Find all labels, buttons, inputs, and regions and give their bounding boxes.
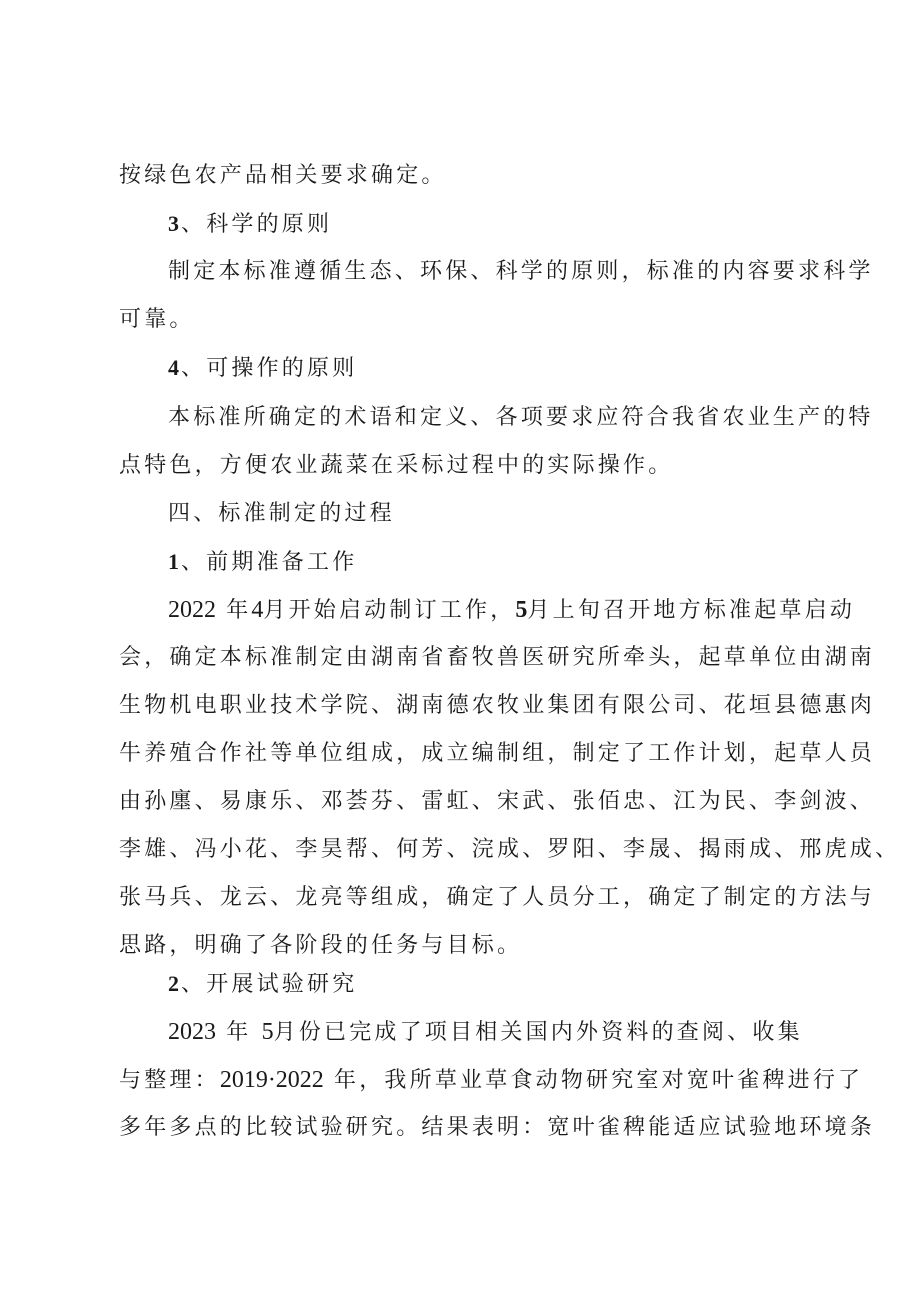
heading-number: 1: [168, 549, 179, 574]
chapter-heading: 四、标准制定的过程: [168, 501, 395, 526]
text: 月份已完成了项目相关国内外资料的查阅、收集: [273, 1020, 803, 1045]
heading-text: 、可操作的原则: [181, 356, 358, 381]
heading-text: 、科学的原则: [181, 212, 333, 237]
paragraph-line: 由孙廛、易康乐、邓荟芬、雷虹、宋武、张佰忠、江为民、李剑波、: [119, 789, 876, 814]
paragraph-line: 生物机电职业技术学院、湖南德农牧业集团有限公司、花垣县德惠肉: [119, 693, 876, 718]
text: 月开始启动制订工作，: [263, 598, 516, 623]
paragraph-line: [168, 596, 855, 625]
year-range: 2019·2022: [219, 1067, 324, 1093]
text: 年: [226, 598, 252, 623]
heading-number: 3: [168, 211, 179, 236]
paragraph-line: 点特色，方便农业蔬菜在采标过程中的实际操作。: [119, 453, 674, 478]
text: 年: [226, 1020, 252, 1045]
paragraph-line: 多年多点的比较试验研究。结果表明：宽叶雀稗能适应试验地环境条: [119, 1115, 876, 1140]
paragraph-line: 牛养殖合作社等单位组成，成立编制组，制定了工作计划，起草人员: [119, 741, 876, 766]
section-heading-4: [168, 354, 357, 383]
paragraph-line: 本标准所确定的术语和定义、各项要求应符合我省农业生产的特: [168, 405, 874, 430]
month: 5: [261, 1019, 274, 1045]
paragraph-line: 思路，明确了各阶段的任务与目标。: [119, 933, 523, 958]
year: 2022: [168, 597, 216, 623]
section-heading-2: [168, 970, 357, 999]
heading-number: 4: [168, 355, 179, 380]
text: 月上旬召开地方标准起草启动: [527, 598, 856, 623]
heading-text: 、前期准备工作: [181, 550, 358, 575]
paragraph-line: [168, 1018, 803, 1047]
text: 与整理：: [119, 1068, 220, 1093]
year: 2023: [168, 1019, 216, 1045]
heading-number: 2: [168, 971, 179, 996]
paragraph-line: [119, 1066, 863, 1095]
paragraph-line: 可靠。: [119, 307, 195, 332]
section-heading-1: [168, 548, 357, 577]
paragraph-line: 李雄、冯小花、李昊帮、何芳、浣成、罗阳、李晟、揭雨成、邢虎成、: [119, 837, 901, 862]
heading-text: 、开展试验研究: [181, 972, 358, 997]
section-heading-3: [168, 210, 332, 239]
paragraph-line: 按绿色农产品相关要求确定。: [119, 163, 447, 188]
month: 5: [515, 597, 528, 623]
paragraph-line: 会，确定本标准制定由湖南省畜牧兽医研究所牵头，起草单位由湖南: [119, 645, 876, 670]
month: 4: [251, 597, 264, 623]
text: 年，我所草业草食动物研究室对宽叶雀稗进行了: [334, 1068, 864, 1093]
paragraph-line: 张马兵、龙云、龙亮等组成，确定了人员分工，确定了制定的方法与: [119, 885, 876, 910]
paragraph-line: 制定本标准遵循生态、环保、科学的原则，标准的内容要求科学: [168, 259, 874, 284]
